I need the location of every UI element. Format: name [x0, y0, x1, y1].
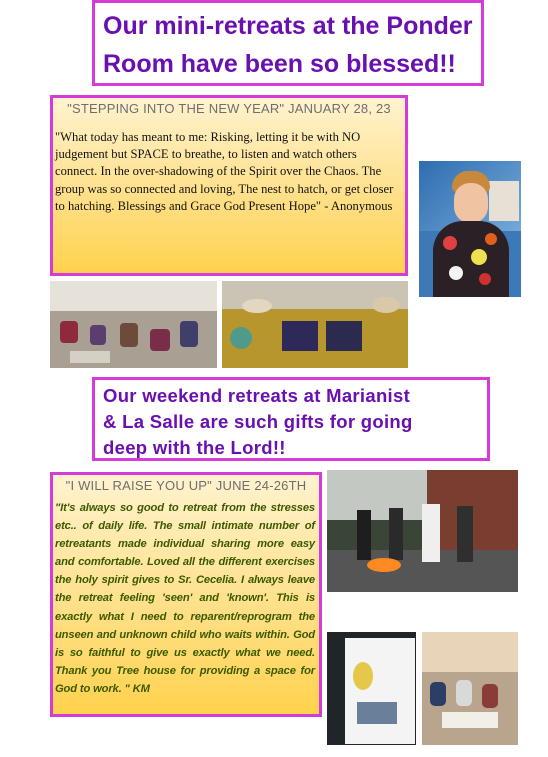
- story-title: "I WILL RAISE YOU UP" JUNE 24-26TH: [65, 478, 307, 493]
- headline-line-1: Our mini-retreats at the Ponder: [103, 12, 473, 40]
- photo-outdoor-fire: [327, 470, 518, 592]
- headline-weekend-retreats: [92, 377, 490, 461]
- photo-portrait: [419, 161, 521, 297]
- story-title: "STEPPING INTO THE NEW YEAR" JANUARY 28, 23: [67, 101, 391, 116]
- story-quote: "What today has meant to me: Risking, letting it be with NO judgement but SPACE to breathe, to listen and watch others connect. In the over-shadowing of the Spirit over the Chaos. The group was so connected and loving, The nest to hatch, or get closer to hatching. Blessings and Grace God Present Hope" - Anonymous: [55, 130, 394, 213]
- headline-ponder-room: [92, 0, 484, 86]
- photo-table-display: [222, 281, 408, 368]
- story-i-will-raise-you-up: [50, 472, 322, 717]
- photo-retreat-flyer: [327, 632, 416, 745]
- photo-retreat-room: [50, 281, 217, 368]
- story-stepping-into-new-year: [50, 95, 408, 276]
- headline-line-2: & La Salle are such gifts for going: [103, 411, 413, 432]
- headline-line-1: Our weekend retreats at Marianist: [103, 385, 411, 406]
- photo-group-gathering: [422, 632, 518, 745]
- story-quote: "It's always so good to retreat from the stresses etc.. of daily life. The small intimate number of retreatants made individual sharing more easy and comfortable. Loved all the different exercises the holy spirit gives to Sr. Cecelia. I always leave the retreat feeling 'seen' and 'known'. This is exactly what I need to reparent/reprogram the unseen and unknown child who waits within. God is so faithful to give us exactly what we need. Thank you Tree house for providing a space for God to work. " KM: [55, 502, 315, 695]
- headline-line-3: deep with the Lord!!: [103, 437, 286, 458]
- headline-line-2: Room have been so blessed!!: [103, 50, 456, 78]
